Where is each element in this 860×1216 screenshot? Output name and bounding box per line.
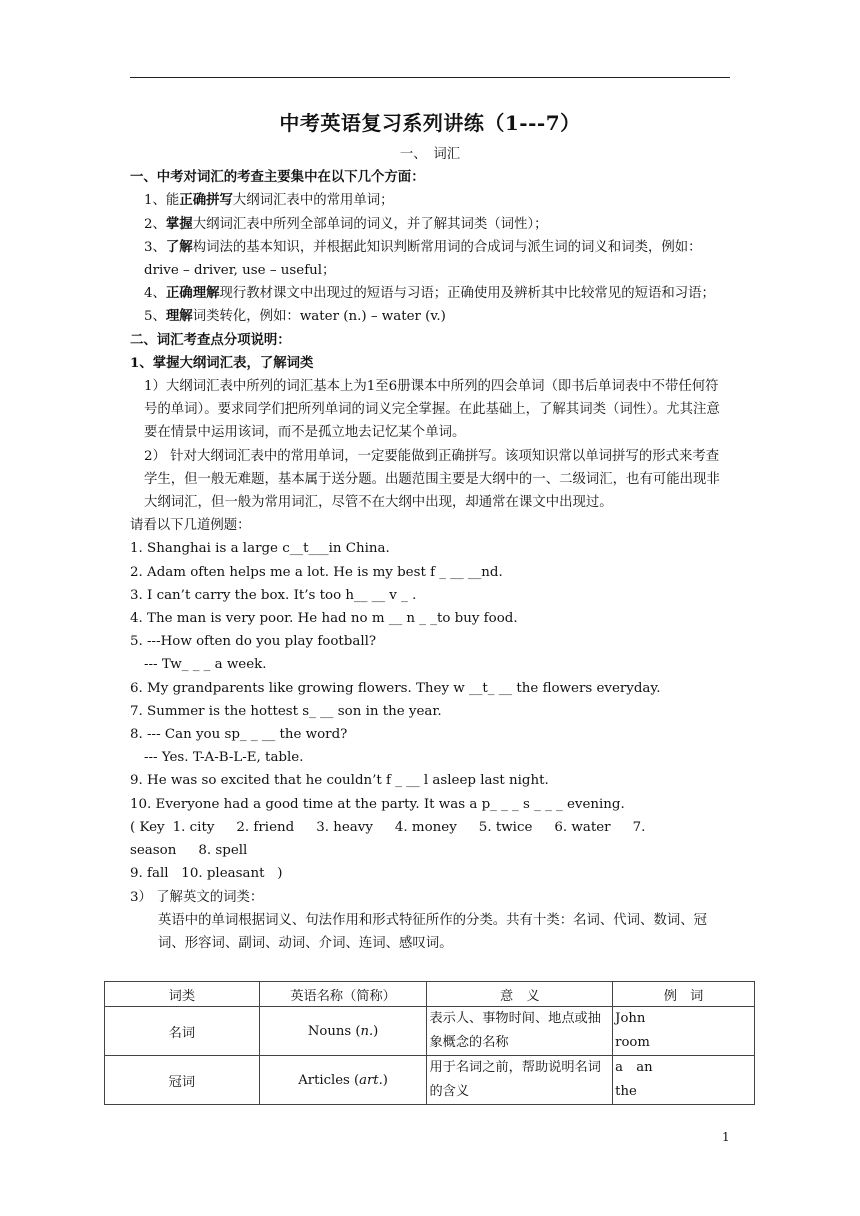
s1-item: 3、了解构词法的基本知识，并根据此知识判断常用词的合成词与派生词的词义和词类，例如：drive – driver, use – useful； [144, 238, 702, 279]
cell-meaning: 用于名词之前，帮助说明名词的含义 [427, 1056, 613, 1105]
example-line: 6. My grandparents like growing flowers. They w __t_ __ the flowers everyday. [130, 680, 661, 696]
cell-english: Articles (art.) [259, 1056, 427, 1105]
example-line: 10. Everyone had a good time at the party. It was a p_ _ _ s _ _ _ evening. [130, 796, 625, 812]
example-line: --- Yes. T-A-B-L-E, table. [144, 750, 304, 766]
subsection-3: 3） 了解英文的词类： [130, 889, 264, 905]
table-row [105, 1056, 755, 1105]
page-title: 中考英语复习系列讲练（1---7） [279, 111, 581, 135]
s1-item: 4、正确理解现行教材课文中出现过的短语与习语；正确使用及辨析其中比较常见的短语和习语； [144, 285, 715, 302]
table-header: 例 词 [613, 982, 755, 1007]
cell-class: 名词 [105, 1007, 260, 1056]
cell-meaning: 表示人、事物时间、地点或抽象概念的名称 [427, 1007, 613, 1056]
key-item: 2. friend [236, 819, 295, 835]
answer-key [130, 816, 730, 862]
section-2-sub1: 1、掌握大纲词汇表，了解词类 [130, 354, 314, 371]
section-2-heading: 二、词汇考查点分项说明： [130, 331, 291, 348]
example-line: 5. ---How often do you play football? [130, 634, 377, 650]
key-item: 6. water [554, 819, 611, 835]
key-item: 8. spell [198, 843, 248, 859]
answer-key-cont: 9. fall 10. pleasant ) [130, 866, 283, 882]
paragraph-3: 英语中的单词根据词义、句法作用和形式特征所作的分类。共有十类：名词、代词、数词、冠词、形容词、副词、动词、介词、连词、感叹词。 [158, 912, 708, 951]
page-number: 1 [722, 1130, 730, 1144]
example-line: 2. Adam often helps me a lot. He is my best f _ __ __nd. [130, 564, 503, 580]
paragraph-2: 2） 针对大纲词汇表中的常用单词，一定要能做到正确拼写。该项知识常以单词拼写的形式来考查学生，但一般无难题，基本属于送分题。出题范围主要是大纲中的一、二级词汇，也有可能出现非大纲词汇，但一般为常用词汇，尽管不在大纲中出现，却通常在课文中出现过。 [144, 448, 720, 511]
section-1-heading: 一、中考对词汇的考查主要集中在以下几个方面： [130, 169, 425, 186]
example-line: --- Tw_ _ _ a week. [144, 657, 267, 673]
s1-item: 2、掌握大纲词汇表中所列全部单词的词义，并了解其词类（词性）； [144, 215, 548, 232]
key-item: 1. city [172, 819, 215, 835]
table-header: 英语名称（简称） [259, 982, 427, 1007]
header-rule [130, 77, 730, 78]
table-header: 词类 [105, 982, 260, 1007]
table-header: 意 义 [427, 982, 613, 1007]
examples-intro: 请看以下几道例题： [130, 518, 251, 534]
key-item: 4. money [394, 819, 457, 835]
table-header-row [105, 982, 755, 1007]
key-item: 3. heavy [316, 819, 373, 835]
s1-item: 5、理解词类转化，例如：water (n.) – water (v.) [144, 308, 446, 325]
document-body [130, 108, 730, 955]
cell-english: Nouns (n.) [259, 1007, 427, 1056]
cell-examples: a an the [613, 1056, 755, 1105]
table-row [105, 1007, 755, 1056]
example-line: 7. Summer is the hottest s_ __ son in the year. [130, 703, 442, 719]
example-line: 3. I can’t carry the box. It’s too h__ __ v _ . [130, 587, 417, 603]
paragraph-1: 1）大纲词汇表中所列的词汇基本上为1至6册课本中所列的四会单词（即书后单词表中不带任何符号的单词）。要求同学们把所列单词的词义完全掌握。在此基础上，了解其词类（词性）。尤其注意要在情景中运用该词，而不是孤立地去记忆某个单词。 [144, 379, 720, 441]
example-line: 1. Shanghai is a large c__t___in China. [130, 541, 390, 557]
example-line: 4. The man is very poor. He had no m __ n _ _to buy food. [130, 611, 518, 627]
key-item: ( Key [130, 819, 165, 835]
s1-item: 1、能正确拼写大纲词汇表中的常用单词； [144, 192, 394, 209]
cell-class: 冠词 [105, 1056, 260, 1105]
cell-examples: John room [613, 1007, 755, 1056]
key-item: 7. season [130, 819, 646, 859]
word-class-table [104, 981, 755, 1105]
key-item: 5. twice [478, 819, 533, 835]
section-subtitle: 一、 词汇 [399, 147, 461, 162]
example-line: 9. He was so excited that he couldn’t f _ __ l asleep last night. [130, 773, 549, 789]
example-line: 8. --- Can you sp_ _ __ the word? [130, 727, 348, 743]
